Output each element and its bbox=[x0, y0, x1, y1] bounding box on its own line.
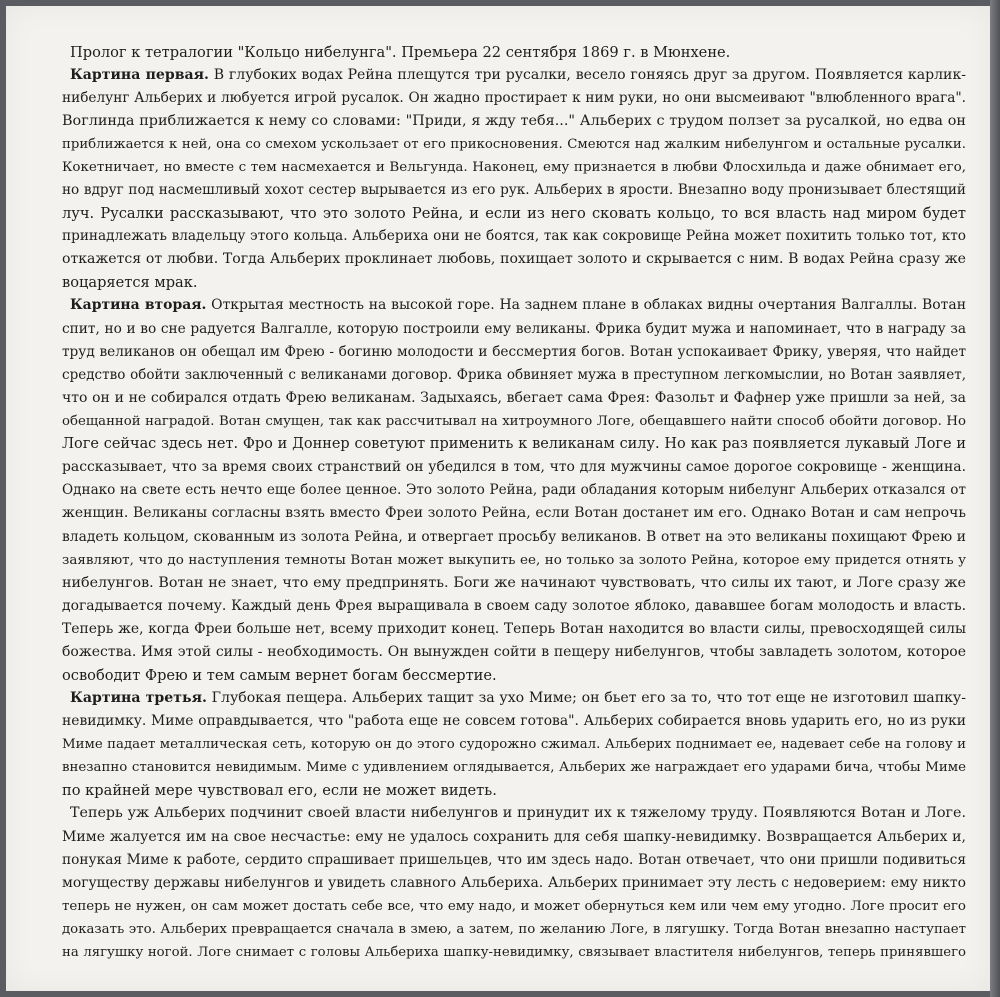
scene1-line: нибелунг Альберих и любуется игрой русалок. Он жадно простирает к ним руки, но они высмеивают "влюбленного врага". bbox=[62, 90, 966, 106]
scene2-line: Картина вторая. Открытая местность на высокой горе. На заднем плане в облаках видны очертания Валгаллы. Вотан bbox=[70, 297, 966, 313]
scene2-heading: Картина вторая. bbox=[70, 297, 207, 313]
scene1-line: принадлежать владельцу этого кольца. Альбериха они не боятся, так как сокровище Рейна может похитить только тот, кто bbox=[62, 228, 966, 244]
scene1-line: воцаряется мрак. bbox=[62, 274, 198, 291]
scene1-line: но вдруг под насмешливый хохот сестер вырывается из его рук. Альберих в ярости. Внезапно воду пронизывает блестящий bbox=[62, 182, 966, 198]
scene3-heading: Картина третья. bbox=[70, 690, 207, 706]
scene2-line: что он и не собирался отдать Фрею великанам. Задыхаясь, вбегает сама Фрея: Фазольт и Фафнер уже пришли за ней, за bbox=[62, 390, 966, 406]
para4-line: доказать это. Альберих превращается сначала в змею, а затем, по желанию Логе, в лягушку. Тогда Вотан внезапно наступает bbox=[62, 922, 966, 937]
scene1-line: луч. Русалки рассказывают, что это золото Рейна, и если из него сковать кольцо, то вся власть над миром будет bbox=[62, 205, 966, 222]
scene2-line: владеть кольцом, скованным из золота Рейна, и отвергает просьбу великанов. В ответ на это великаны похищают Фрею и bbox=[62, 529, 966, 545]
scene2-line: освободит Фрею и тем самым вернет богам бессмертие. bbox=[62, 667, 497, 684]
scene2-line: догадывается почему. Каждый день Фрея выращивала в своем саду золотое яблоко, дававшее богам молодость и власть. bbox=[62, 598, 966, 614]
scene1-line: откажется от любви. Тогда Альберих проклинает любовь, похищает золото и скрывается с ним. В водах Рейна сразу же bbox=[62, 251, 966, 267]
scene2-line: божества. Имя этой силы - необходимость. Он вынужден сойти в пещеру нибелунгов, чтобы завладеть золотом, которое bbox=[62, 644, 966, 660]
scene2-line: нибелунгов. Вотан не знает, что ему предпринять. Боги же начинают чувствовать, что силы их тают, и Логе сразу же bbox=[62, 575, 966, 591]
para4-line: Теперь уж Альберих подчинит своей власти нибелунгов и принудит их к тяжелому труду. Появляются Вотан и Логе. bbox=[70, 805, 966, 821]
para4-line: понукая Миме к работе, сердито спрашивает пришельцев, что им здесь надо. Вотан отвечает, что они пришли подивиться bbox=[62, 852, 966, 868]
scene2-line: труд великанов он обещал им Фрею - богиню молодости и бессмертия богов. Вотан успокаивает Фрику, уверяя, что найдет bbox=[62, 344, 966, 360]
scene1-line: Картина первая. В глубоких водах Рейна плещутся три русалки, весело гоняясь друг за другом. Появляется карлик- bbox=[70, 67, 966, 83]
scene2-line: Логе сейчас здесь нет. Фро и Доннер советуют применить к великанам силу. Но как раз появляется лукавый Логе и bbox=[62, 436, 966, 452]
scene3-line: Миме падает металлическая сеть, которую он до этого судорожно сжимал. Альберих поднимает ее, надевает себе на голову и bbox=[62, 737, 966, 752]
scene2-line: Теперь же, когда Фреи больше нет, всему приходит конец. Теперь Вотан находится во власти силы, превосходящей силы bbox=[62, 621, 966, 637]
scene2-line: Однако на свете есть нечто еще более ценное. Это золото Рейна, ради обладания которым нибелунг Альберих отказался от bbox=[62, 482, 966, 498]
scene2-line: спит, но и во сне радуется Валгалле, которую построили ему великаны. Фрика будит мужа и напоминает, что в награду за bbox=[62, 321, 966, 337]
scene2-line: рассказывает, что за время своих странствий он убедился в том, что для мужчины самое дорогое сокровище - женщина. bbox=[62, 459, 966, 475]
scene3-line: невидимку. Миме оправдывается, что "работа еще не совсем готова". Альберих собирается вновь ударить его, но из руки bbox=[62, 713, 966, 729]
intro-line: Пролог к тетралогии "Кольцо нибелунга". Премьера 22 сентября 1869 г. в Мюнхене. bbox=[70, 44, 731, 61]
para4-line: теперь не нужен, он сам может достать себе все, что ему надо, и может обернуться кем или чем ему угодно. Логе просит его bbox=[62, 899, 966, 914]
page-edge bbox=[990, 0, 1000, 997]
scene2-line: заявляют, что до наступления темноты Вотан может выкупить ее, но только за золото Рейна, которое ему придется отнять у bbox=[62, 553, 966, 568]
scene3-line: Картина третья. Глубокая пещера. Альберих тащит за ухо Миме; он бьет его за то, что тот еще не изготовил шапку- bbox=[70, 690, 966, 706]
scene1-line: Кокетничает, но вместе с тем насмехается и Вельгунда. Наконец, ему признается в любви Флосхильда и даже обнимает его, bbox=[62, 160, 966, 175]
scene1-line: приближается к ней, она со смехом ускользает от его прикосновения. Смеются над жалким нибелунгом и остальные русалки. bbox=[62, 137, 966, 152]
scene3-line: по крайней мере чувствовал его, если не может видеть. bbox=[62, 782, 497, 799]
scene1-heading: Картина первая. bbox=[70, 67, 209, 83]
para4-line: на лягушку ногой. Логе снимает с головы Альбериха шапку-невидимку, связывает властителя нибелунгов, теперь принявшего bbox=[62, 945, 966, 960]
scene2-line: обещанной наградой. Вотан смущен, так как рассчитывал на хитроумного Логе, обещавшего найти способ обойти договор. Но bbox=[62, 414, 966, 429]
para4-line: могуществу державы нибелунгов и увидеть славного Альбериха. Альберих принимает эту лесть с недоверием: ему никто bbox=[62, 875, 966, 891]
scene1-line: Воглинда приближается к нему со словами: "Приди, я жду тебя..." Альберих с трудом ползет за русалкой, но едва он bbox=[62, 113, 966, 129]
para4-line: Миме жалуется им на свое несчастье: ему не удалось сохранить для себя шапку-невидимку. Возвращается Альберих и, bbox=[62, 829, 966, 845]
scene2-line: женщин. Великаны согласны взять вместо Фреи золото Рейна, если Вотан достанет им его. Однако Вотан и сам непрочь bbox=[62, 505, 966, 521]
scene2-line: средство обойти заключенный с великанами договор. Фрика обвиняет мужа в преступном легкомыслии, но Вотан заявляет, bbox=[62, 367, 966, 383]
scene3-line: внезапно становится невидимым. Миме с удивлением оглядывается, Альберих же награждает его ударами бича, чтобы Миме bbox=[62, 760, 966, 775]
